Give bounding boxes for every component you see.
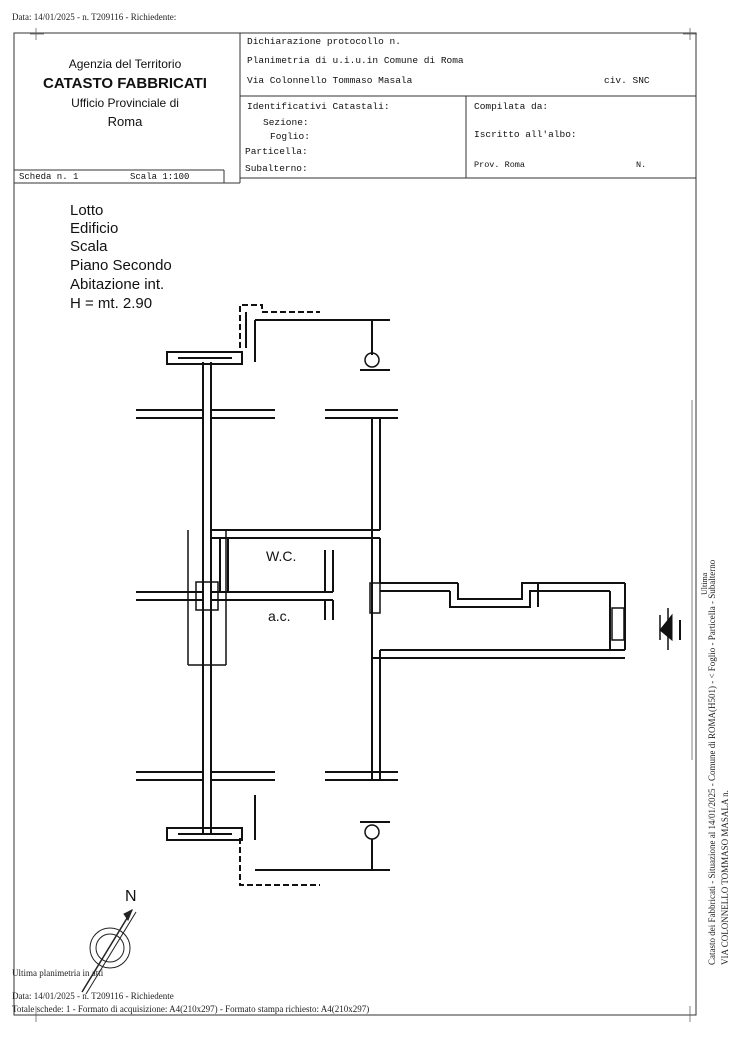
info-edificio: Edificio (70, 220, 119, 237)
side-cadastre-status: Catasto dei Fabbricati - Situazione al 14/01/2025 - Comune di ROMA(H501) - < Foglio - Particella - Subalterno (707, 559, 717, 965)
declaration-planimetry: Planimetria di u.i.u.in Comune di Roma (247, 55, 464, 66)
province: Prov. Roma (474, 160, 526, 170)
side-stamp: Ultima (700, 572, 709, 595)
agency-name: Agenzia del Territorio (68, 57, 182, 71)
province-number: N. (636, 160, 647, 170)
header-request-line: Data: 14/01/2025 - n. T209116 - Richiedente: (12, 12, 177, 22)
room-label-ac: a.c. (268, 608, 291, 624)
registered-register: Iscritto all'albo: (474, 129, 577, 140)
info-piano: Piano Secondo (70, 257, 172, 274)
compiled-by: Compilata da: (474, 101, 549, 112)
footer-latest-plan: Ultima planimetria in atti (12, 968, 104, 978)
room-label-wc: W.C. (266, 548, 297, 564)
info-lotto: Lotto (70, 202, 104, 219)
sheet-number: Scheda n. 1 (19, 172, 79, 182)
footer-total-sheets: Totale schede: 1 - Formato di acquisizione: A4(210x297) - Formato stampa richiesto: A4(210x297) (12, 1004, 370, 1014)
agency-city: Roma (107, 114, 143, 129)
north-arrow (82, 910, 136, 994)
agency-office: Ufficio Provinciale di (71, 96, 179, 110)
declaration-address: Via Colonnello Tommaso Masala (247, 75, 413, 86)
identifiers-title: Identificativi Catastali: (247, 101, 390, 112)
sheet-scale: Scala 1:100 (130, 172, 190, 182)
declaration-protocol: Dichiarazione protocollo n. (247, 36, 401, 47)
footer-request-line: Data: 14/01/2025 - n. T209116 - Richiedente (12, 991, 174, 1001)
side-address: VIA COLONNELLO TOMMASO MASALA n. (720, 790, 730, 965)
identifier-particella: Particella: (245, 146, 308, 157)
identifier-sezione: Sezione: (263, 117, 309, 128)
info-scala: Scala (70, 238, 108, 255)
page-frame (14, 33, 696, 1015)
info-altezza: H = mt. 2.90 (70, 295, 153, 312)
identifier-foglio: Foglio: (270, 131, 310, 142)
compass-north-label: N (125, 888, 137, 905)
info-abitazione: Abitazione int. (70, 276, 165, 293)
agency-department: CATASTO FABBRICATI (43, 75, 207, 92)
identifier-subalterno: Subalterno: (245, 163, 308, 174)
declaration-civic: civ. SNC (604, 75, 650, 86)
